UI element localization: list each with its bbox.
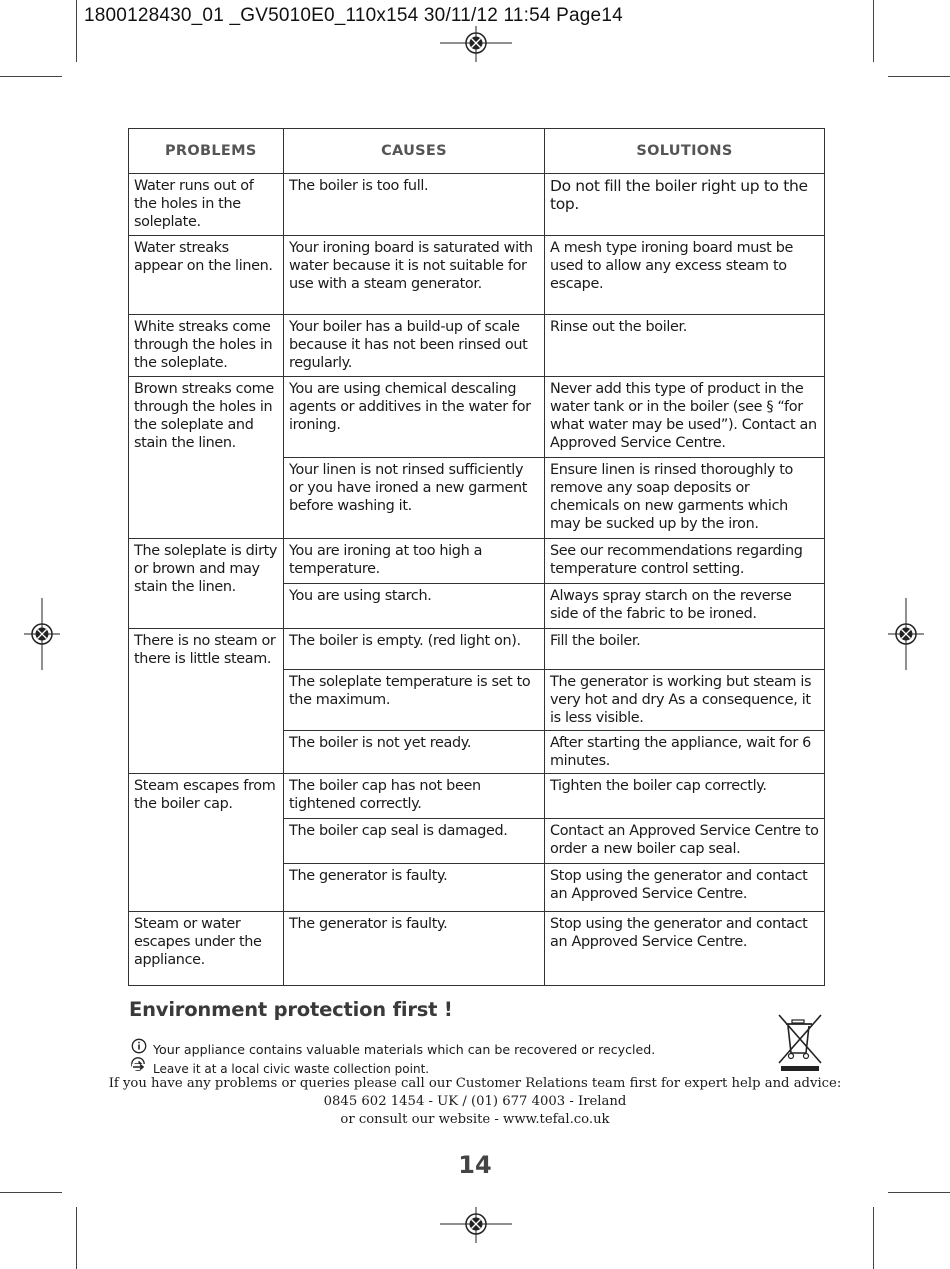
- solution-cell: Tighten the boiler cap correctly.: [545, 774, 825, 819]
- crop-mark: [888, 76, 950, 77]
- environment-text: Leave it at a local civic waste collection point.: [153, 1062, 430, 1076]
- cause-cell: The boiler is empty. (red light on).: [284, 629, 545, 670]
- cause-cell: The boiler cap has not been tightened correctly.: [284, 774, 545, 819]
- cause-cell: Your ironing board is saturated with water because it is not suitable for use with a steam generator.: [284, 236, 545, 315]
- solution-cell: Ensure linen is rinsed thoroughly to remove any soap deposits or chemicals on new garments which may be sucked up by the iron.: [545, 458, 825, 539]
- problem-cell: Water runs out of the holes in the soleplate.: [129, 174, 284, 236]
- crop-mark: [0, 1192, 62, 1193]
- table-row: [129, 174, 825, 236]
- crossed-bin-icon: [775, 1013, 825, 1073]
- cause-cell: The generator is faulty.: [284, 912, 545, 986]
- cause-cell: The boiler cap seal is damaged.: [284, 819, 545, 864]
- cause-cell: Your boiler has a build-up of scale because it has not been rinsed out regularly.: [284, 315, 545, 377]
- cause-cell: The boiler is not yet ready.: [284, 731, 545, 774]
- problem-cell: White streaks come through the holes in the soleplate.: [129, 315, 284, 377]
- problem-cell: Steam escapes from the boiler cap.: [129, 774, 284, 912]
- contact-website: or consult our website - www.tefal.co.uk: [340, 1112, 610, 1127]
- solution-cell: Do not fill the boiler right up to the top.: [545, 174, 825, 236]
- solution-cell: Stop using the generator and contact an Approved Service Centre.: [545, 912, 825, 986]
- table-row: [129, 236, 825, 315]
- table-row: [129, 629, 825, 670]
- crop-mark: [888, 1192, 950, 1193]
- problem-cell: There is no steam or there is little steam.: [129, 629, 284, 774]
- table-row: [129, 774, 825, 819]
- problem-cell: Water streaks appear on the linen.: [129, 236, 284, 315]
- table-header-row: [129, 129, 825, 174]
- info-icon: [131, 1038, 153, 1057]
- crop-mark: [873, 0, 874, 62]
- troubleshooting-table: [128, 128, 825, 986]
- registration-mark-icon: [440, 1207, 512, 1243]
- registration-mark-icon: [888, 598, 924, 670]
- header-causes: CAUSES: [284, 129, 545, 174]
- solution-cell: The generator is working but steam is very hot and dry As a consequence, it is less visible.: [545, 670, 825, 731]
- crop-mark: [0, 76, 62, 77]
- crop-mark: [873, 1207, 874, 1269]
- cause-cell: The generator is faulty.: [284, 864, 545, 912]
- cause-cell: You are using chemical descaling agents or additives in the water for ironing.: [284, 377, 545, 458]
- registration-mark-icon: [440, 26, 512, 62]
- solution-cell: A mesh type ironing board must be used to allow any excess steam to escape.: [545, 236, 825, 315]
- problem-cell: Brown streaks come through the holes in the soleplate and stain the linen.: [129, 377, 284, 539]
- print-slug: 1800128430_01 _GV5010E0_110x154 30/11/12 11:54 Page14: [84, 5, 623, 26]
- solution-cell: Contact an Approved Service Centre to order a new boiler cap seal.: [545, 819, 825, 864]
- arrow-right-icon: [131, 1057, 153, 1076]
- table-row: [129, 377, 825, 458]
- page-number: 14: [458, 1151, 492, 1179]
- solution-cell: Rinse out the boiler.: [545, 315, 825, 377]
- environment-heading: Environment protection first !: [129, 998, 453, 1021]
- cause-cell: Your linen is not rinsed sufficiently or you have ironed a new garment before washing it.: [284, 458, 545, 539]
- table-row: [129, 912, 825, 986]
- environment-line-recycle: [131, 1038, 655, 1057]
- problem-cell: Steam or water escapes under the appliance.: [129, 912, 284, 986]
- solution-cell: Never add this type of product in the water tank or in the boiler (see § “for what water may be used”). Contact an Approved Service Centre.: [545, 377, 825, 458]
- header-solutions: SOLUTIONS: [545, 129, 825, 174]
- cause-cell: The soleplate temperature is set to the maximum.: [284, 670, 545, 731]
- environment-text: Your appliance contains valuable materials which can be recovered or recycled.: [153, 1042, 656, 1057]
- table-row: [129, 315, 825, 377]
- problem-cell: The soleplate is dirty or brown and may stain the linen.: [129, 539, 284, 629]
- crop-mark: [76, 0, 77, 62]
- header-problems: PROBLEMS: [129, 129, 284, 174]
- table-row: [129, 539, 825, 584]
- crop-mark: [76, 1207, 77, 1269]
- cause-cell: You are ironing at too high a temperature.: [284, 539, 545, 584]
- solution-cell: Stop using the generator and contact an Approved Service Centre.: [545, 864, 825, 912]
- contact-line: If you have any problems or queries please call our Customer Relations team first for expert help and advice:: [108, 1076, 842, 1091]
- solution-cell: Fill the boiler.: [545, 629, 825, 670]
- contact-phone: 0845 602 1454 - UK / (01) 677 4003 - Ireland: [323, 1094, 627, 1109]
- registration-mark-icon: [24, 598, 60, 670]
- solution-cell: After starting the appliance, wait for 6 minutes.: [545, 731, 825, 774]
- solution-cell: Always spray starch on the reverse side of the fabric to be ironed.: [545, 584, 825, 629]
- cause-cell: You are using starch.: [284, 584, 545, 629]
- solution-cell: See our recommendations regarding temperature control setting.: [545, 539, 825, 584]
- cause-cell: The boiler is too full.: [284, 174, 545, 236]
- environment-line-collection: [131, 1057, 429, 1076]
